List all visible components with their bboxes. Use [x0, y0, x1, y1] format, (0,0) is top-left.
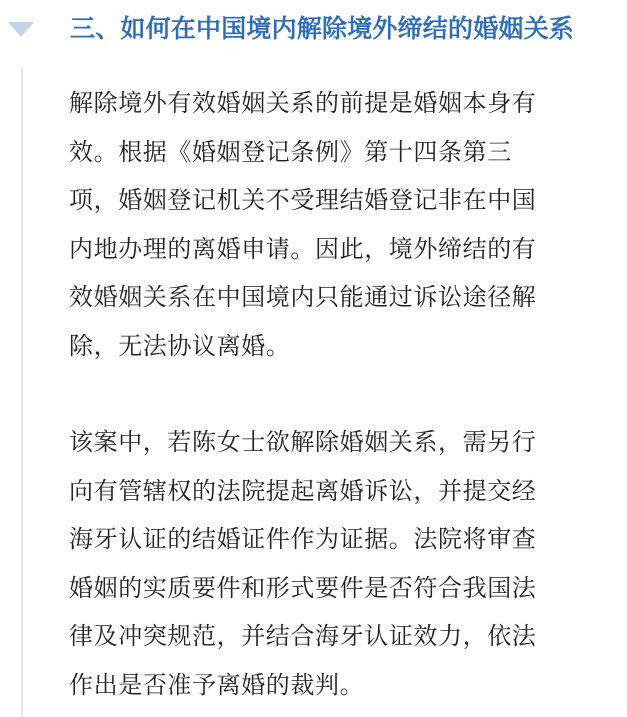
text-line: 项，婚姻登记机关不受理结婚登记非在中国 [69, 186, 537, 214]
triangle-down-icon [8, 22, 34, 37]
text-line: 婚姻的实质要件和形式要件是否符合我国法 [69, 573, 537, 602]
text-line: 内地办理的离婚申请。因此，境外缔结的有 [69, 234, 537, 263]
section-heading: 三、如何在中国境内解除境外缔结的婚姻关系 [70, 14, 575, 43]
text-line: 作出是否准予离婚的裁判。 [69, 670, 365, 699]
left-border-rule [21, 68, 23, 717]
paragraph-2 [69, 418, 569, 709]
text-line: 效。根据《婚姻登记条例》第十四条第三 [69, 137, 512, 166]
article-body [69, 79, 569, 709]
section-header [0, 0, 627, 62]
text-line: 海牙认证的结婚证件作为证据。法院将审查 [69, 525, 537, 553]
text-line: 解除境外有效婚姻关系的前提是婚姻本身有 [69, 89, 537, 117]
text-line: 除，无法协议离婚。 [69, 331, 291, 360]
text-line: 向有管辖权的法院提起离婚诉讼，并提交经 [69, 476, 537, 505]
paragraph-1 [69, 79, 569, 370]
text-line: 效婚姻关系在中国境内只能通过诉讼途径解 [69, 283, 537, 311]
text-line: 律及冲突规范，并结合海牙认证效力，依法 [69, 622, 537, 650]
text-line: 该案中，若陈女士欲解除婚姻关系，需另行 [69, 428, 537, 456]
